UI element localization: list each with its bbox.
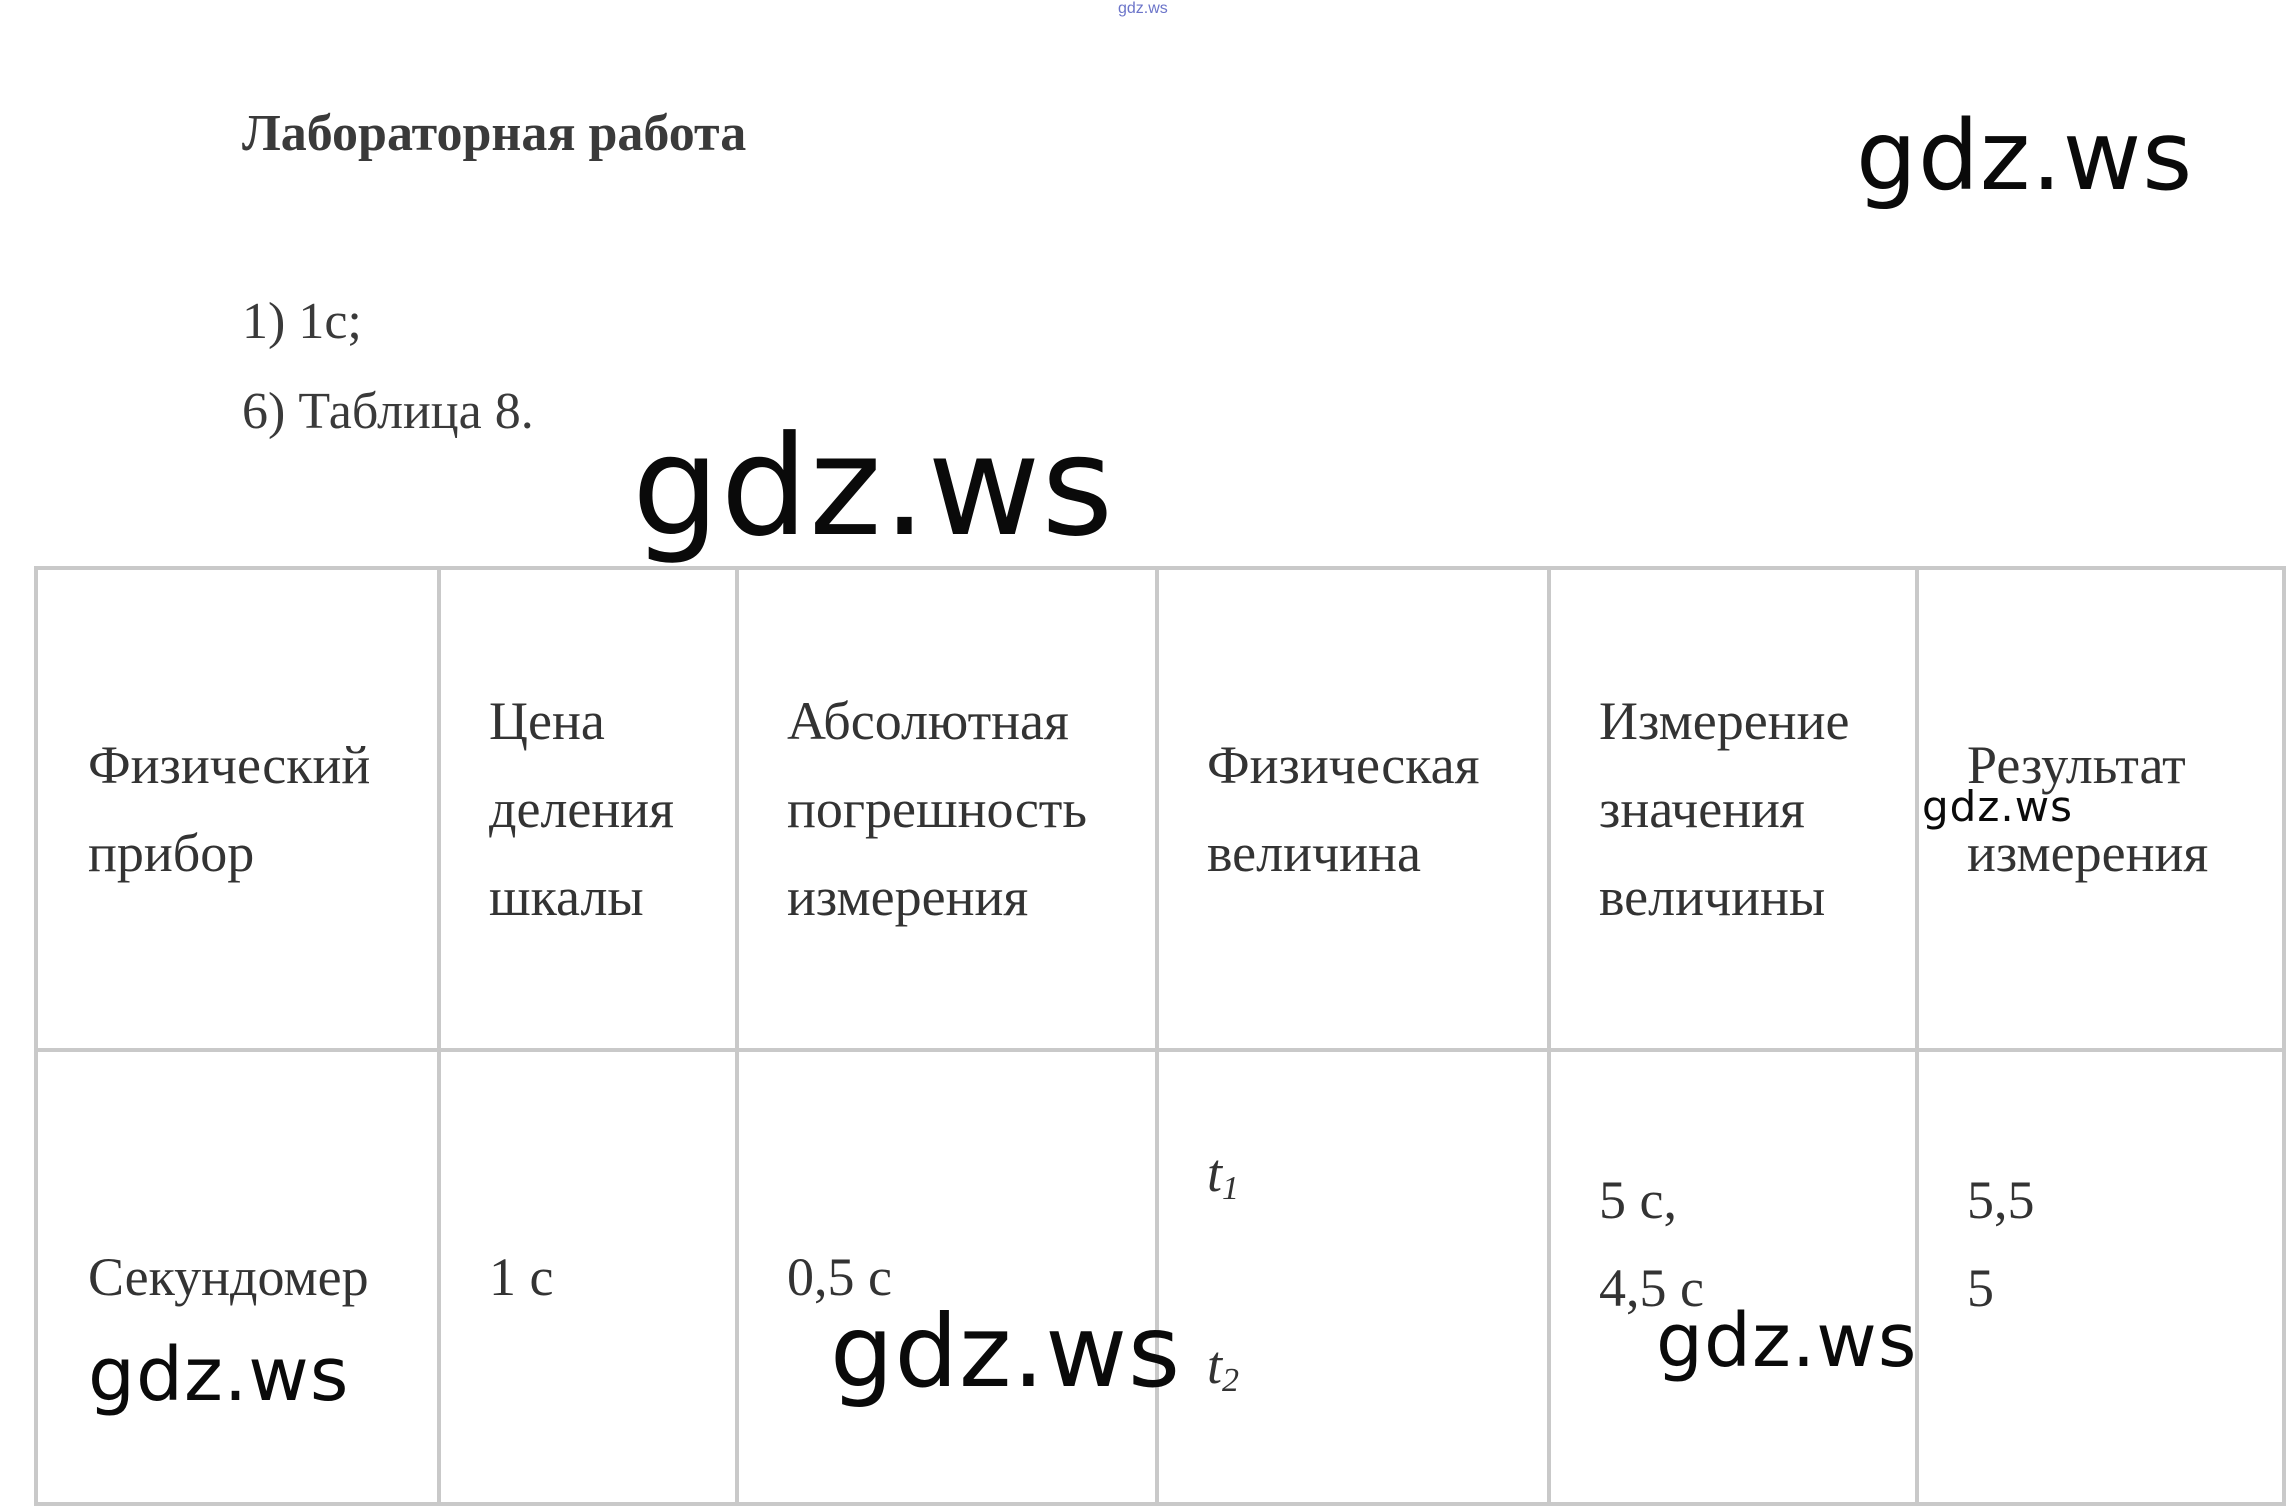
device-name: Секундомер bbox=[88, 1247, 369, 1307]
header-line: погрешность bbox=[787, 779, 1088, 839]
watermark: gdz.ws bbox=[88, 1332, 350, 1418]
header-cell-abs-error bbox=[737, 568, 1157, 1050]
measurement-value: 4,5 с bbox=[1599, 1258, 1704, 1318]
header-line: Абсолютная bbox=[787, 691, 1069, 751]
header-cell-device bbox=[36, 568, 439, 1050]
cell-abs-error bbox=[737, 1050, 1157, 1504]
cell-device bbox=[36, 1050, 439, 1504]
table-row bbox=[36, 1050, 2284, 1504]
header-cell-division bbox=[439, 568, 737, 1050]
header-line: деления bbox=[489, 779, 674, 839]
header-line: Измерение bbox=[1599, 691, 1850, 751]
abs-error-value: 0,5 с bbox=[787, 1247, 892, 1307]
header-line: прибор bbox=[88, 823, 255, 883]
watermark: gdz.ws bbox=[1656, 1298, 1918, 1384]
header-line: значения bbox=[1599, 779, 1805, 839]
page-title: Лабораторная работа bbox=[242, 105, 747, 162]
cell-result bbox=[1917, 1050, 2284, 1504]
quantity-symbol: $t_2$ bbox=[1207, 1335, 1240, 1399]
watermark: gdz.ws bbox=[830, 1293, 1182, 1410]
answer-line-1: 1) 1с; bbox=[242, 293, 362, 350]
watermark: gdz.ws bbox=[632, 406, 1115, 567]
cell-measurement bbox=[1549, 1050, 1917, 1504]
watermark: gdz.ws bbox=[1922, 782, 2073, 831]
header-line: измерения bbox=[1967, 823, 2209, 883]
measurement-value: 5 с, bbox=[1599, 1170, 1677, 1230]
header-line: Цена bbox=[489, 691, 605, 751]
header-cell-quantity bbox=[1157, 568, 1549, 1050]
division-value: 1 с bbox=[489, 1247, 554, 1307]
header-line: шкалы bbox=[489, 867, 644, 927]
cell-quantity bbox=[1157, 1050, 1549, 1504]
header-line: измерения bbox=[787, 867, 1029, 927]
header-line: величина bbox=[1207, 823, 1421, 883]
header-line: величины bbox=[1599, 867, 1826, 927]
cell-division bbox=[439, 1050, 737, 1504]
quantity-symbol: $t_1$ bbox=[1207, 1143, 1240, 1207]
header-line: Физическая bbox=[1207, 735, 1480, 795]
header-cell-measurement bbox=[1549, 568, 1917, 1050]
watermark: gdz.ws bbox=[1856, 100, 2194, 212]
answer-line-2: 6) Таблица 8. bbox=[242, 383, 534, 440]
header-line: Физический bbox=[88, 735, 371, 795]
header-line: Результат bbox=[1967, 735, 2186, 795]
result-value: 5,5 bbox=[1967, 1170, 2035, 1230]
result-value: 5 bbox=[1967, 1258, 1994, 1318]
top-watermark: gdz.ws bbox=[1118, 0, 1168, 17]
